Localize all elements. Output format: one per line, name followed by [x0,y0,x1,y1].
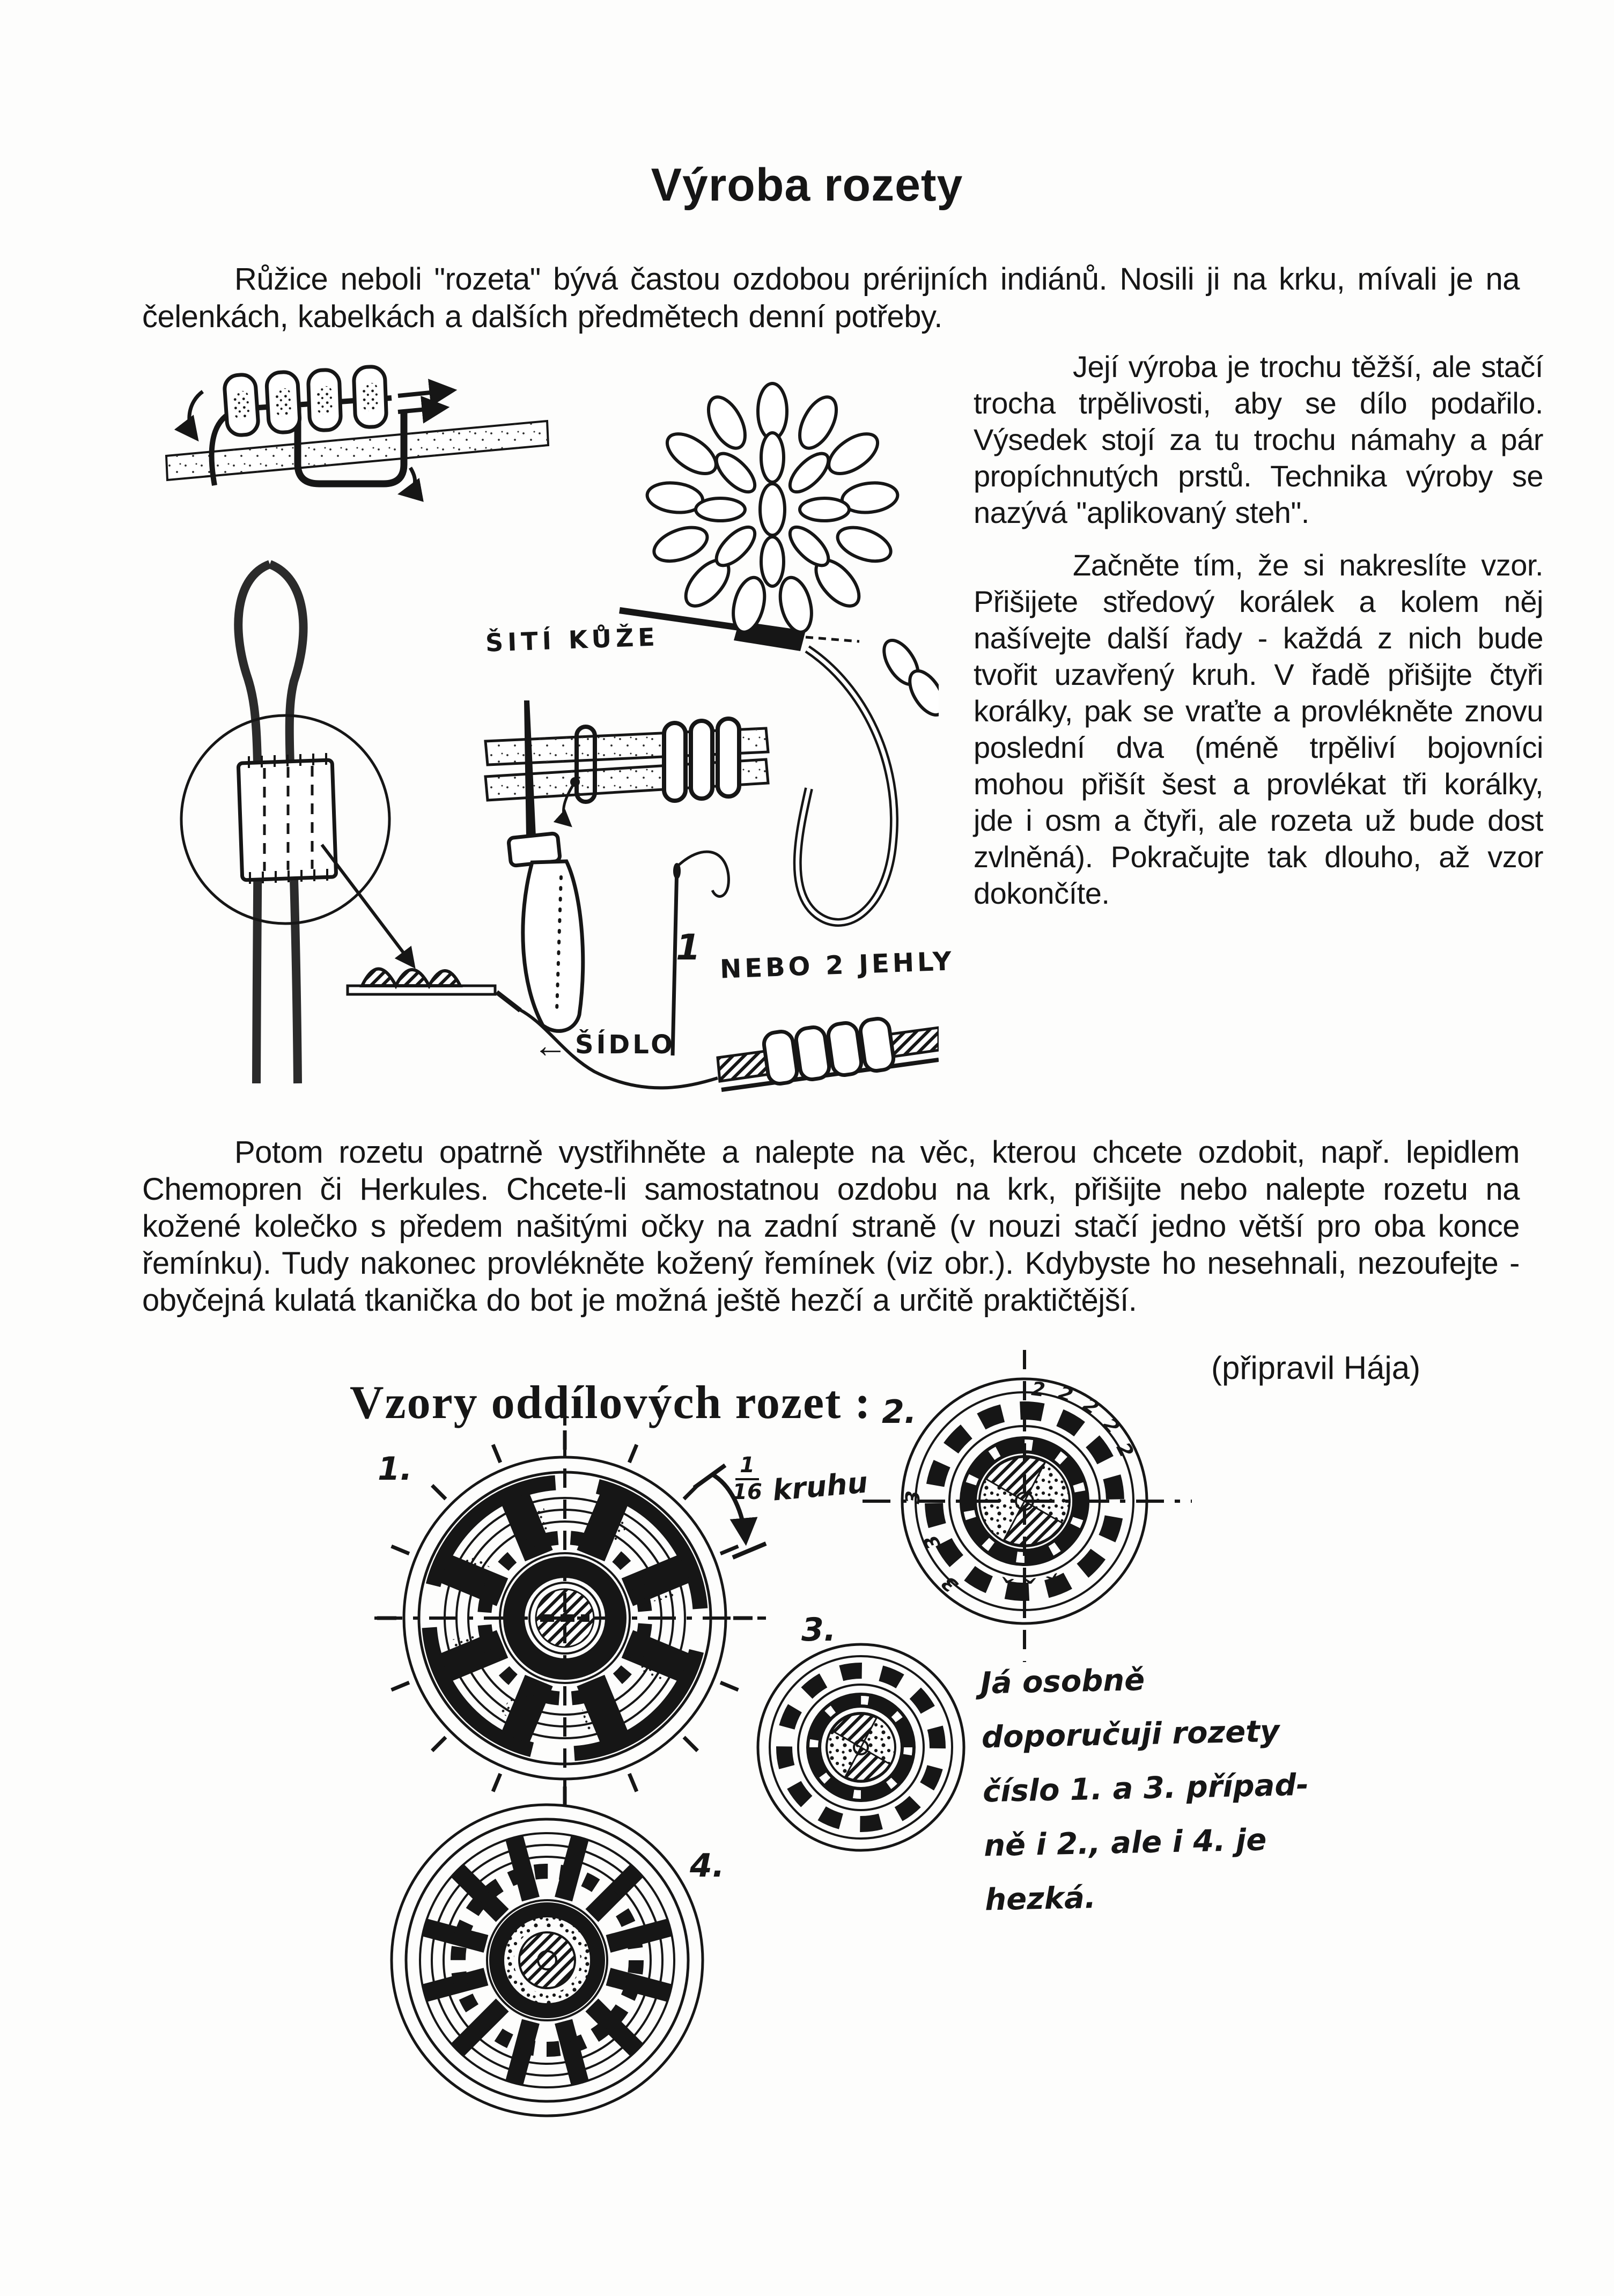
rosette-pattern [758,1644,964,1850]
note-line: Já osobně [980,1662,1145,1701]
bead-flower-diagram [620,383,939,922]
rosette-4-number: 4. [690,1847,725,1885]
column-paragraph-1: Její výroba je trochu těžší, ale stačí trocha trpělivosti, aby se dílo podařilo. Výsedek stojí za tu trochu námahy a pár propíchnutých prstů. Technika výroby se nazývá "aplikovaný steh". [974,350,1543,529]
column-paragraph-2: Začněte tím, že si nakreslíte vzor. Přišijete středový korálek a kolem něj našívejte další řady - každá z nich bude tvořit uzavřený kruh. V řadě přišijte čtyři korálky, pak se vraťte a provlékněte znovu poslední dva (méně trpěliví bojovníci mohou přišít šest a provlékat tři korálky, jde i osm a čtyři, ale rozeta už bude dost zvlněná). Pokračujte tak dlouho, až vzor dokončíte. [974,548,1543,910]
label-awl: ŠÍDLO [575,1030,675,1060]
svg-text:3: 3 [919,1531,946,1553]
rosette-pattern [392,1805,703,2116]
svg-text:^: ^ [1039,1559,1062,1586]
svg-text:2: 2 [1079,1393,1103,1420]
rosette-1-number: 1. [378,1450,412,1488]
label-needles: NEBO 2 JEHLY [719,946,955,985]
svg-text:2: 2 [1111,1439,1138,1461]
body-paragraph: Potom rozetu opatrně vystřihněte a nalepte na věc, kterou chcete ozdobit, např. lepidlem Chemopren či Herkules. Chcete-li samostatnou ozdobu na krk, přišijte nebo nalepte rozetu na kožené kolečko s předem našitými očky na zadní straně (v nouzi stačí jedno větší pro oba konce řemínku). Tudy nakonec provlékněte kožený řemínek (viz obr.). Kdybyste ho nesehnali, nezoufejte - obyčejná kulatá tkanička do bot je možná ještě hezčí a určitě praktičtější. [142,1135,1520,1318]
note-line: číslo 1. a 3. případ- [982,1767,1309,1810]
lazy-stitch-diagram [166,366,548,493]
fraction-numerator: 1 [735,1453,759,1480]
rosette-pattern [374,1406,766,1806]
svg-text:^: ^ [1021,1564,1039,1588]
cord-and-backing-detail [181,564,495,1083]
intro-paragraph: Růžice neboli "rozeta" bývá častou ozdobou prérijních indiánů. Nosili ji na krku, mívali je na čelenkách, kabelkách a dalších předmětech denní potřeby. [142,262,1520,334]
svg-text:3: 3 [902,1490,925,1504]
note-line: doporučuji rozety [981,1714,1280,1755]
right-text-column [974,349,1543,928]
label-leather-sewing: ŠITÍ KŮŽE [485,622,660,658]
svg-text:2: 2 [1055,1382,1076,1407]
beadwork-technique-illustration [134,333,939,1099]
note-line: hezká. [984,1880,1096,1918]
credit-line: (připravil Hája) [1211,1350,1421,1386]
left-arrow-icon: ← [533,1026,568,1065]
fraction-unit: kruhu [771,1465,869,1508]
patterns-heading: Vzory oddílových rozet : [350,1377,872,1429]
svg-text:3: 3 [938,1571,963,1597]
svg-text:^: ^ [998,1563,1019,1588]
label-needle-count: 1 [676,927,701,968]
note-line: ně i 2., ale i 4. je [983,1822,1267,1864]
fraction-denominator: 16 [732,1480,762,1504]
rosette-2-number: 2. [882,1393,917,1431]
rosette-3-number: 3. [801,1611,836,1649]
sixteenth-circle-fraction [732,1453,763,1504]
svg-text:2: 2 [1030,1378,1046,1401]
svg-text:2: 2 [1098,1414,1124,1438]
page-title: Výroba rozety [651,159,963,211]
handwritten-note [980,1650,1311,1928]
